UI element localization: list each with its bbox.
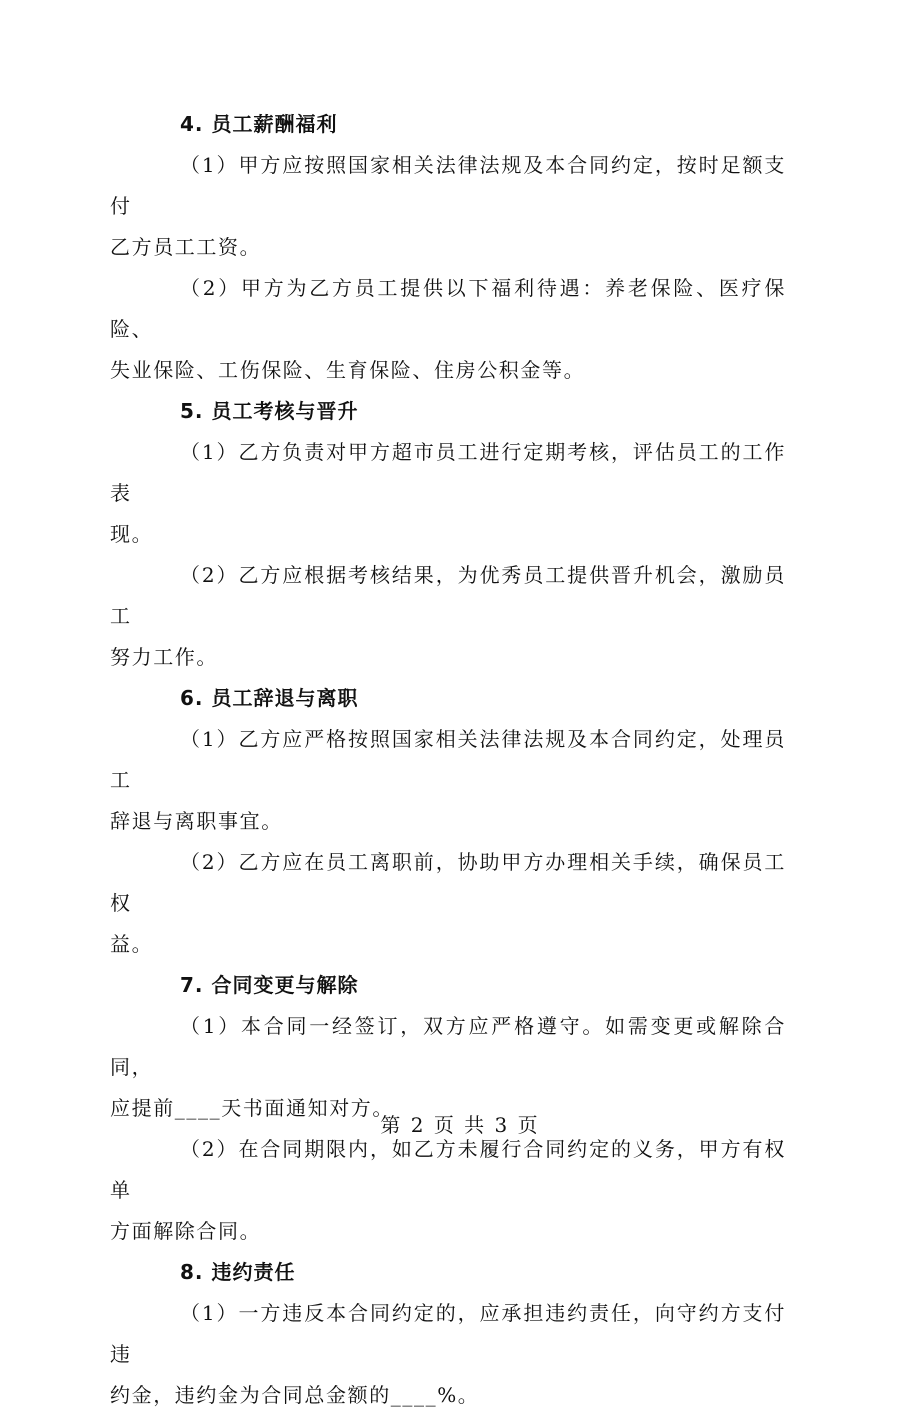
paragraph-line: （2）乙方应在员工离职前，协助甲方办理相关手续，确保员工权 bbox=[110, 850, 786, 915]
section-heading: 5. 员工考核与晋升 bbox=[180, 399, 359, 423]
paragraph bbox=[110, 268, 786, 391]
paragraph bbox=[110, 1293, 786, 1416]
paragraph-line: 努力工作。 bbox=[110, 645, 218, 669]
paragraph-line: 应提前____天书面通知对方。 bbox=[110, 1096, 394, 1120]
paragraph-line: （1）甲方应按照国家相关法律法规及本合同约定，按时足额支付 bbox=[110, 153, 786, 218]
paragraph bbox=[110, 719, 786, 842]
paragraph bbox=[110, 555, 786, 678]
paragraph-line: （2）乙方应根据考核结果，为优秀员工提供晋升机会，激励员工 bbox=[110, 563, 786, 628]
paragraph-line: 益。 bbox=[110, 932, 154, 956]
paragraph-line: （1）一方违反本合同约定的，应承担违约责任，向守约方支付违 bbox=[110, 1301, 786, 1366]
document-body bbox=[110, 104, 786, 1416]
paragraph-line: （2）甲方为乙方员工提供以下福利待遇：养老保险、医疗保险、 bbox=[110, 276, 786, 341]
paragraph-line: （2）在合同期限内，如乙方未履行合同约定的义务，甲方有权单 bbox=[110, 1137, 786, 1202]
paragraph bbox=[110, 145, 786, 268]
paragraph bbox=[110, 842, 786, 965]
paragraph-line: （1）本合同一经签订，双方应严格遵守。如需变更或解除合同， bbox=[110, 1014, 786, 1079]
section-heading: 7. 合同变更与解除 bbox=[180, 973, 359, 997]
section-heading: 8. 违约责任 bbox=[180, 1260, 296, 1284]
paragraph-line: 方面解除合同。 bbox=[110, 1219, 262, 1243]
section-heading: 4. 员工薪酬福利 bbox=[180, 112, 338, 136]
paragraph bbox=[110, 432, 786, 555]
paragraph-line: 约金，违约金为合同总金额的____%。 bbox=[110, 1383, 480, 1407]
paragraph-line: 失业保险、工伤保险、生育保险、住房公积金等。 bbox=[110, 358, 586, 382]
paragraph-line: 辞退与离职事宜。 bbox=[110, 809, 283, 833]
page-number-footer: 第 2 页 共 3 页 bbox=[380, 1113, 540, 1137]
paragraph-line: （1）乙方负责对甲方超市员工进行定期考核，评估员工的工作表 bbox=[110, 440, 786, 505]
paragraph-line: （1）乙方应严格按照国家相关法律法规及本合同约定，处理员工 bbox=[110, 727, 786, 792]
paragraph-line: 现。 bbox=[110, 522, 154, 546]
section-heading: 6. 员工辞退与离职 bbox=[180, 686, 359, 710]
paragraph-line: 乙方员工工资。 bbox=[110, 235, 262, 259]
